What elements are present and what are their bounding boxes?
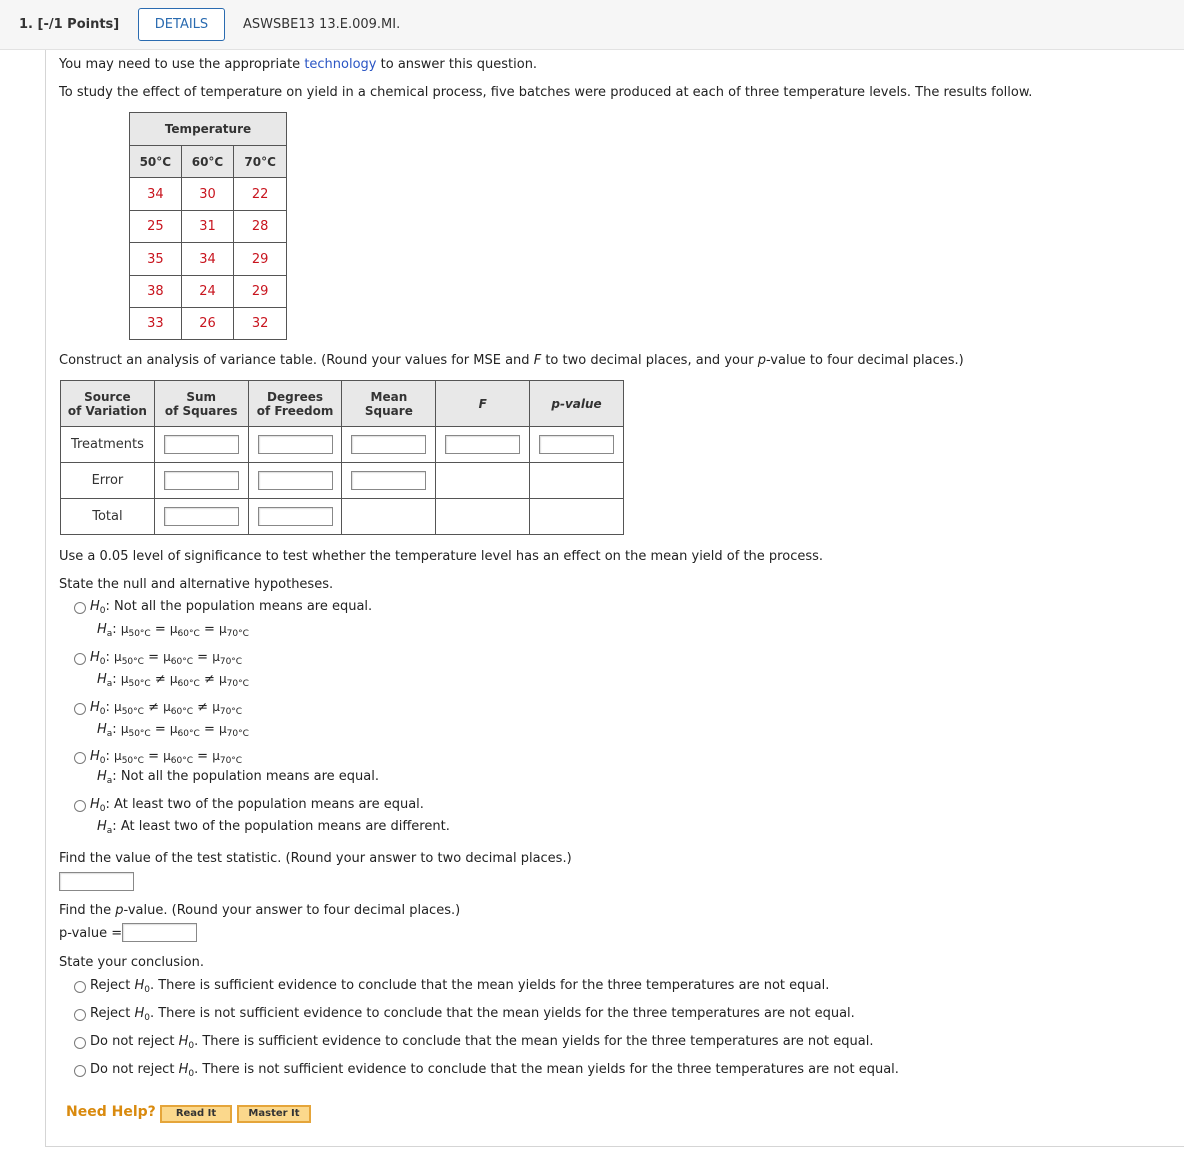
conclusion-prompt: State your conclusion. <box>59 955 204 970</box>
need-help-label: Need Help? <box>66 1104 156 1120</box>
read-it-button[interactable]: Read It <box>160 1105 232 1123</box>
hypothesis-option-2-radio[interactable] <box>74 653 86 665</box>
sum-of-squares-header: Sum of Squares <box>154 381 248 427</box>
anova-table <box>60 380 624 535</box>
column-header-50c: 50°C <box>130 146 182 178</box>
total-row <box>61 499 624 535</box>
hypothesis-option-4-h0: $H_0$: $\mu_{50^\circ C} = \mu_{60^\circ C} = \mu_{70^\circ C}$ <box>90 749 243 766</box>
table-cell: 28 <box>234 211 287 243</box>
f-input[interactable] <box>445 435 520 454</box>
treatments-row <box>61 427 624 463</box>
master-it-button[interactable]: Master It <box>237 1105 311 1123</box>
details-button[interactable]: DETAILS <box>138 8 225 41</box>
conclusion-option-2-text: Reject $H_0$. There is not sufficient evidence to conclude that the mean yields for the three temperatures are not equal. <box>90 1006 855 1023</box>
hypothesis-option-3-ha: $H_a$: $\mu_{50^\circ C} = \mu_{60^\circ C} = \mu_{70^\circ C}$ <box>97 722 249 739</box>
table-row <box>130 178 287 211</box>
hypothesis-option-2-ha: $H_a$: $\mu_{50^\circ C} \ne \mu_{60^\circ C} \ne \mu_{70^\circ C}$ <box>97 672 249 689</box>
significance-text: Use a 0.05 level of significance to test whether the temperature level has an effect on the mean yield of the process. <box>59 549 824 564</box>
technology-link[interactable]: technology <box>304 57 377 72</box>
table-cell: 26 <box>181 308 234 340</box>
table-cell: 24 <box>181 276 234 308</box>
column-header-60c: 60°C <box>181 146 234 178</box>
conclusion-option-3-radio[interactable] <box>74 1037 86 1049</box>
table-cell: 32 <box>234 308 287 340</box>
error-ss-input[interactable] <box>164 471 239 490</box>
empty-cell <box>530 499 624 535</box>
treatments-label: Treatments <box>61 427 155 463</box>
empty-cell <box>530 463 624 499</box>
table-cell: 35 <box>130 243 182 276</box>
error-df-input[interactable] <box>258 471 333 490</box>
table-cell: 29 <box>234 243 287 276</box>
empty-cell <box>342 499 436 535</box>
p-value-table-input[interactable] <box>539 435 614 454</box>
treatments-ms-input[interactable] <box>351 435 426 454</box>
conclusion-option-4-radio[interactable] <box>74 1065 86 1077</box>
hypothesis-option-4-radio[interactable] <box>74 752 86 764</box>
anova-instruction: Construct an analysis of variance table. (Round your values for MSE and F to two decimal places, and your p-value to four decimal places.) <box>59 353 964 368</box>
table-row <box>130 243 287 276</box>
test-statistic-prompt: Find the value of the test statistic. (Round your answer to two decimal places.) <box>59 851 572 866</box>
technology-note: You may need to use the appropriate technology to answer this question. <box>59 57 538 72</box>
test-statistic-input[interactable] <box>59 872 134 891</box>
table-cell: 34 <box>130 178 182 211</box>
p-value-header: p-value <box>530 381 624 427</box>
table-row <box>130 211 287 243</box>
question-header <box>0 0 1184 50</box>
hypothesis-option-4-ha: $H_a$: Not all the population means are equal. <box>97 769 379 786</box>
table-row <box>130 308 287 340</box>
question-code: ASWSBE13 13.E.009.MI. <box>243 17 401 32</box>
temperature-table-title: Temperature <box>130 113 287 146</box>
table-cell: 29 <box>234 276 287 308</box>
temperature-table <box>129 112 287 340</box>
empty-cell <box>436 499 530 535</box>
hypothesis-option-5-h0: $H_0$: At least two of the population means are equal. <box>90 797 424 814</box>
f-header: F <box>436 381 530 427</box>
conclusion-option-1-text: Reject $H_0$. There is sufficient evidence to conclude that the mean yields for the three temperatures are not equal. <box>90 978 830 995</box>
treatments-ss-input[interactable] <box>164 435 239 454</box>
hypothesis-option-1-h0: $H_0$: Not all the population means are equal. <box>90 599 373 616</box>
question-number: 1. [-/1 Points] <box>19 17 120 32</box>
problem-description: To study the effect of temperature on yield in a chemical process, five batches were produced at each of three temperature levels. The results follow. <box>59 85 1033 100</box>
hypothesis-option-1-ha: $H_a$: $\mu_{50^\circ C} = \mu_{60^\circ C} = \mu_{70^\circ C}$ <box>97 622 249 639</box>
conclusion-option-2-radio[interactable] <box>74 1009 86 1021</box>
table-cell: 34 <box>181 243 234 276</box>
hypothesis-option-1-radio[interactable] <box>74 602 86 614</box>
column-header-70c: 70°C <box>234 146 287 178</box>
treatments-df-input[interactable] <box>258 435 333 454</box>
table-cell: 31 <box>181 211 234 243</box>
error-row <box>61 463 624 499</box>
hypotheses-prompt: State the null and alternative hypotheses. <box>59 577 334 592</box>
table-cell: 30 <box>181 178 234 211</box>
table-cell: 33 <box>130 308 182 340</box>
hypothesis-option-2-h0: $H_0$: $\mu_{50^\circ C} = \mu_{60^\circ C} = \mu_{70^\circ C}$ <box>90 650 243 667</box>
error-label: Error <box>61 463 155 499</box>
table-cell: 25 <box>130 211 182 243</box>
table-row <box>130 276 287 308</box>
total-df-input[interactable] <box>258 507 333 526</box>
conclusion-option-4-text: Do not reject $H_0$. There is not sufficient evidence to conclude that the mean yields for the three temperatures are not equal. <box>90 1062 899 1079</box>
conclusion-option-3-text: Do not reject $H_0$. There is sufficient evidence to conclude that the mean yields for the three temperatures are not equal. <box>90 1034 874 1051</box>
p-value-label: p-value = <box>59 926 123 941</box>
table-cell: 22 <box>234 178 287 211</box>
hypothesis-option-5-radio[interactable] <box>74 800 86 812</box>
p-value-prompt: Find the p-value. (Round your answer to four decimal places.) <box>59 903 461 918</box>
hypothesis-option-3-h0: $H_0$: $\mu_{50^\circ C} \ne \mu_{60^\circ C} \ne \mu_{70^\circ C}$ <box>90 700 243 717</box>
total-label: Total <box>61 499 155 535</box>
mean-square-header: Mean Square <box>342 381 436 427</box>
table-cell: 38 <box>130 276 182 308</box>
degrees-of-freedom-header: Degrees of Freedom <box>248 381 342 427</box>
source-header: Source of Variation <box>61 381 155 427</box>
hypothesis-option-3-radio[interactable] <box>74 703 86 715</box>
conclusion-option-1-radio[interactable] <box>74 981 86 993</box>
total-ss-input[interactable] <box>164 507 239 526</box>
p-value-input[interactable] <box>122 923 197 942</box>
error-ms-input[interactable] <box>351 471 426 490</box>
empty-cell <box>436 463 530 499</box>
hypothesis-option-5-ha: $H_a$: At least two of the population means are different. <box>97 819 450 836</box>
